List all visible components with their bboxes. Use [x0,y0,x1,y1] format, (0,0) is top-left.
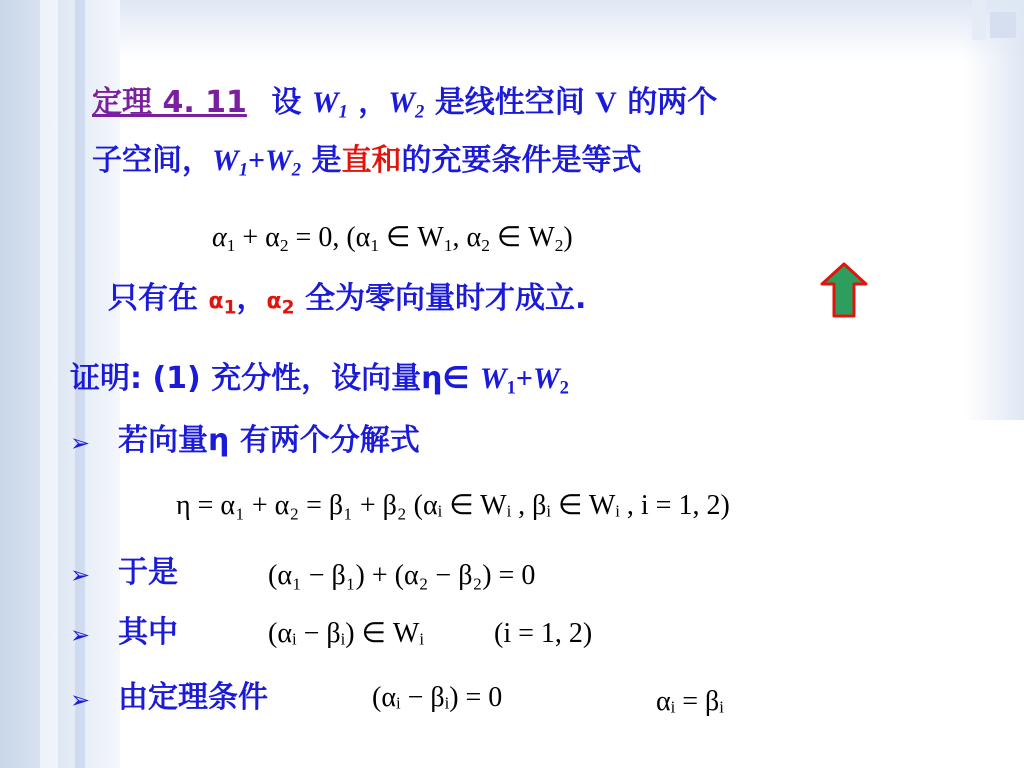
equation-index-range: (i = 1, 2) [494,618,593,649]
subscript: 2 [281,297,295,319]
subscript: 2 [481,236,490,256]
subscript: 2 [414,101,425,123]
background-square [990,12,1016,38]
math-text: ∈ W [489,222,555,253]
condition-line [108,281,587,319]
plus-sign: + [247,144,266,177]
theorem-label: 定理 4. 11 [92,85,247,120]
background-stripe [40,0,58,768]
condition-text: 全为零向量时才成立. [294,281,587,316]
subscript: 1 [238,159,248,181]
subscript: 1 [223,297,237,319]
bullet-text-by-theorem: 由定理条件 [118,680,268,715]
condition-text: ， [236,281,267,316]
subspace-w2: W [388,86,415,119]
subspace-w1: W [311,86,339,119]
proof-line [70,361,569,399]
theorem-text: 的充要条件是等式 [401,143,642,178]
condition-text: 只有在 [108,281,209,316]
subspace-w2: W [265,144,292,177]
subspace-w2: W [532,362,560,395]
subscript: 1 [226,236,236,256]
direct-sum-highlight: 直和 [341,143,402,178]
subscript: 2 [279,236,289,256]
theorem-text: 是 [301,143,342,178]
equation-conclusion: αᵢ = βᵢ [656,686,724,717]
bullet-text-where: 其中 [118,615,178,650]
theorem-line-2 [92,143,642,181]
math-text: ∈ W [379,222,444,253]
subspace-w1: W [479,362,507,395]
proof-text: 证明: (1) 充分性，设向量η∈ [70,361,480,396]
theorem-text: 是线性空间 [424,85,596,120]
math-text: ) [563,222,573,253]
bullet-arrow-icon: ➢ [70,621,91,649]
alpha-1: α [208,289,224,314]
alpha: α [212,222,227,253]
background-top-gradient [0,0,1024,60]
background-right-gradient [964,0,1024,420]
equation-sum-zero [212,224,573,255]
subscript: 2 [554,236,564,256]
math-text: = 0, (α [288,222,371,253]
subscript: 1 [338,101,348,123]
theorem-line-1 [92,85,718,123]
theorem-text: 设 [271,85,312,120]
equation-difference-membership: (αᵢ − βᵢ) ∈ Wᵢ [268,618,424,649]
subscript: 1 [443,236,453,256]
subscript: 1 [370,236,380,256]
subscript: 2 [559,377,569,399]
alpha-2: α [266,289,282,314]
math-text: + α [235,222,280,253]
subscript: 1 [506,377,516,399]
theorem-text: 的两个 [616,85,718,120]
theorem-text: 子空间， [92,143,212,178]
math-text: , α [452,222,482,253]
background-square [972,0,986,40]
plus-sign: + [515,362,533,395]
equation-difference-sum: (α₁ − β₁) + (α₂ − β₂) = 0 [268,560,536,591]
bullet-text-decomposition: 若向量η 有两个分解式 [118,423,420,458]
space-v: V [595,86,617,119]
subspace-w1: W [212,144,239,177]
equation-difference-zero: (αᵢ − βᵢ) = 0 [372,682,503,713]
bullet-arrow-icon: ➢ [70,686,91,714]
subscript: 2 [291,159,302,181]
equation-two-decompositions: η = α₁ + α₂ = β₁ + β₂ (αᵢ ∈ Wᵢ , βᵢ ∈ Wᵢ , i = 1, 2) [176,490,730,521]
up-arrow-icon[interactable] [820,262,868,318]
bullet-text-therefore: 于是 [118,555,178,590]
theorem-text: ， [347,85,389,120]
bullet-arrow-icon: ➢ [70,429,91,457]
bullet-arrow-icon: ➢ [70,561,91,589]
